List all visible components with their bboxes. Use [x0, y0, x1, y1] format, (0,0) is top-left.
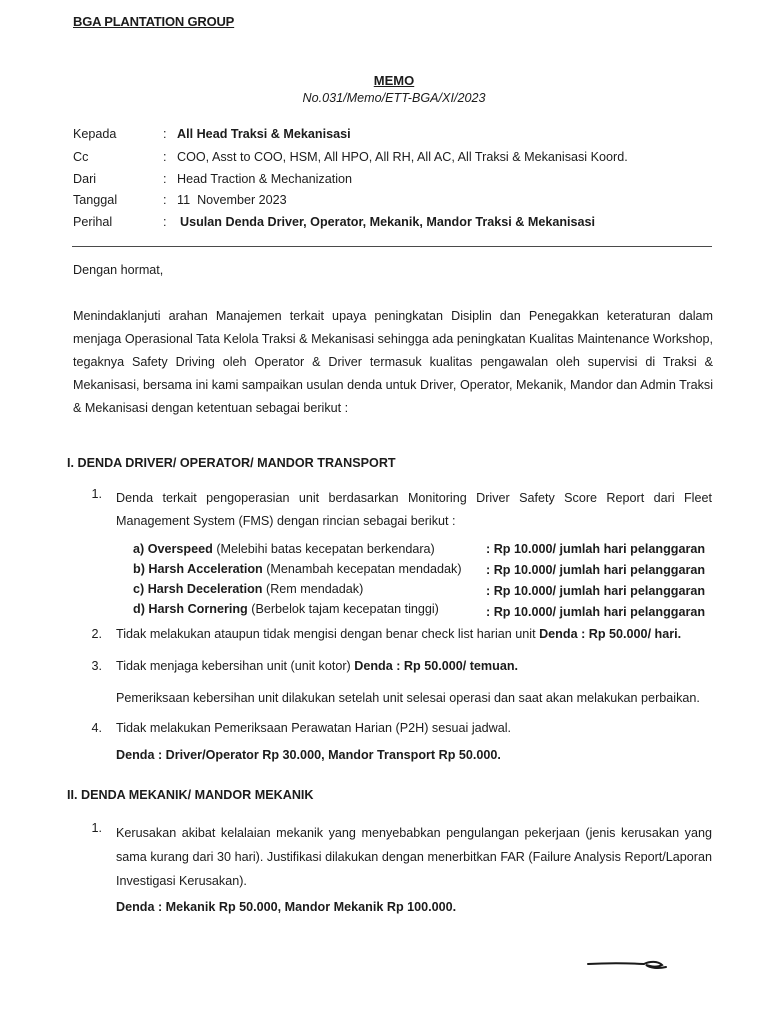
item-number: 2.: [91, 627, 102, 641]
intro-paragraph: Menindaklanjuti arahan Manajemen terkait upaya peningkatan Disiplin dan Penegakkan keteraturan dalam menjaga Operasional Tata Kelola Traksi & Mekanisasi sehingga ada peningkatan Kualitas Maintenance Workshop, tegaknya Safety Driving oleh Operator & Driver termasuk kualitas pengawalan oleh supervisi di Traksi & Mekanisasi, bersama ini kami sampaikan usulan denda untuk Driver, Operator, Mekanik, Mandor dan Admin Traksi & Mekanisasi dengan ketentuan sebagai berikut :: [73, 309, 713, 415]
header-label-dari: Dari: [73, 172, 97, 186]
section-1-item-2: [116, 627, 716, 641]
item-number: 3.: [91, 659, 102, 673]
memo-title: MEMO: [373, 73, 415, 88]
memo-number: No.031/Memo/ETT-BGA/XI/2023: [302, 91, 486, 105]
fine-desc: (Menambah kecepatan mendadak): [266, 562, 462, 576]
fine-key: a) Overspeed: [133, 542, 213, 556]
section-1-item-4: Tidak melakukan Pemeriksaan Perawatan Harian (P2H) sesuai jadwal.: [116, 721, 512, 735]
company-name: BGA PLANTATION GROUP: [73, 14, 235, 29]
fine-amount: : Rp 10.000/ jumlah hari pelanggaran: [486, 605, 706, 619]
header-value-kepada: All Head Traksi & Mekanisasi: [177, 127, 351, 141]
header-value-perihal: Usulan Denda Driver, Operator, Mekanik, Mandor Traksi & Mekanisasi: [180, 215, 596, 229]
header-value-dari: Head Traction & Mechanization: [177, 172, 353, 186]
fine-amount: : Rp 10.000/ jumlah hari pelanggaran: [486, 563, 706, 577]
fine-desc: (Melebihi batas kecepatan berkendara): [216, 542, 435, 556]
item-fine: Denda : Rp 50.000/ hari.: [539, 627, 682, 641]
header-label-perihal: Perihal: [73, 215, 113, 229]
header-colon: :: [163, 215, 167, 229]
section-1-item-4-fine: Denda : Driver/Operator Rp 30.000, Mandor Transport Rp 50.000.: [116, 748, 501, 762]
item-number: 1.: [91, 821, 102, 835]
fine-amount: : Rp 10.000/ jumlah hari pelanggaran: [486, 584, 706, 598]
item-fine: Denda : Rp 50.000/ temuan.: [354, 659, 519, 673]
fine-desc: (Berbelok tajam kecepatan tinggi): [251, 602, 439, 616]
item-number: 4.: [91, 721, 102, 735]
fine-row: [133, 602, 439, 616]
header-label-tanggal: Tanggal: [73, 193, 118, 207]
item-text: Tidak melakukan ataupun tidak mengisi dengan benar check list harian unit: [116, 627, 540, 641]
header-colon: :: [163, 150, 167, 164]
header-label-cc: Cc: [73, 150, 89, 164]
header-colon: :: [163, 127, 167, 141]
item-text: Tidak menjaga kebersihan unit (unit kotor): [116, 659, 355, 673]
section-2-item-1-fine: Denda : Mekanik Rp 50.000, Mandor Mekanik Rp 100.000.: [116, 900, 457, 914]
section-1-item-3: [116, 659, 716, 673]
signature: [586, 952, 676, 980]
section-2-title: II. DENDA MEKANIK/ MANDOR MEKANIK: [67, 788, 314, 802]
section-1-item-1: Denda terkait pengoperasian unit berdasarkan Monitoring Driver Safety Score Report dari Fleet Management System (FMS) dengan rincian sebagai berikut :: [116, 491, 712, 528]
greeting: Dengan hormat,: [73, 263, 164, 277]
header-value-cc: COO, Asst to COO, HSM, All HPO, All RH, All AC, All Traksi & Mekanisasi Koord.: [177, 150, 628, 164]
header-colon: :: [163, 172, 167, 186]
fine-amount: : Rp 10.000/ jumlah hari pelanggaran: [486, 542, 706, 556]
header-value-tanggal: 11 November 2023: [177, 193, 287, 207]
fine-key: b) Harsh Acceleration: [133, 562, 263, 576]
section-1-item-3-note: Pemeriksaan kebersihan unit dilakukan setelah unit selesai operasi dan saat akan melakukan perbaikan.: [116, 691, 700, 705]
fine-row: [133, 542, 435, 556]
header-divider: [72, 246, 712, 247]
header-label-kepada: Kepada: [73, 127, 117, 141]
fine-key: d) Harsh Cornering: [133, 602, 248, 616]
header-colon: :: [163, 193, 167, 207]
fine-desc: (Rem mendadak): [266, 582, 364, 596]
fine-key: c) Harsh Deceleration: [133, 582, 263, 596]
fine-row: [133, 582, 363, 596]
item-number: 1.: [91, 487, 102, 501]
section-2-item-1: Kerusakan akibat kelalaian mekanik yang menyebabkan pengulangan pekerjaan (jenis kerusakan yang sama kurang dari 30 hari). Justifikasi dilakukan dengan menerbitkan FAR (Failure Analysis Report/Laporan Investigasi Kerusakan).: [116, 826, 712, 888]
section-1-title: I. DENDA DRIVER/ OPERATOR/ MANDOR TRANSPORT: [67, 456, 396, 470]
fine-row: [133, 562, 462, 576]
